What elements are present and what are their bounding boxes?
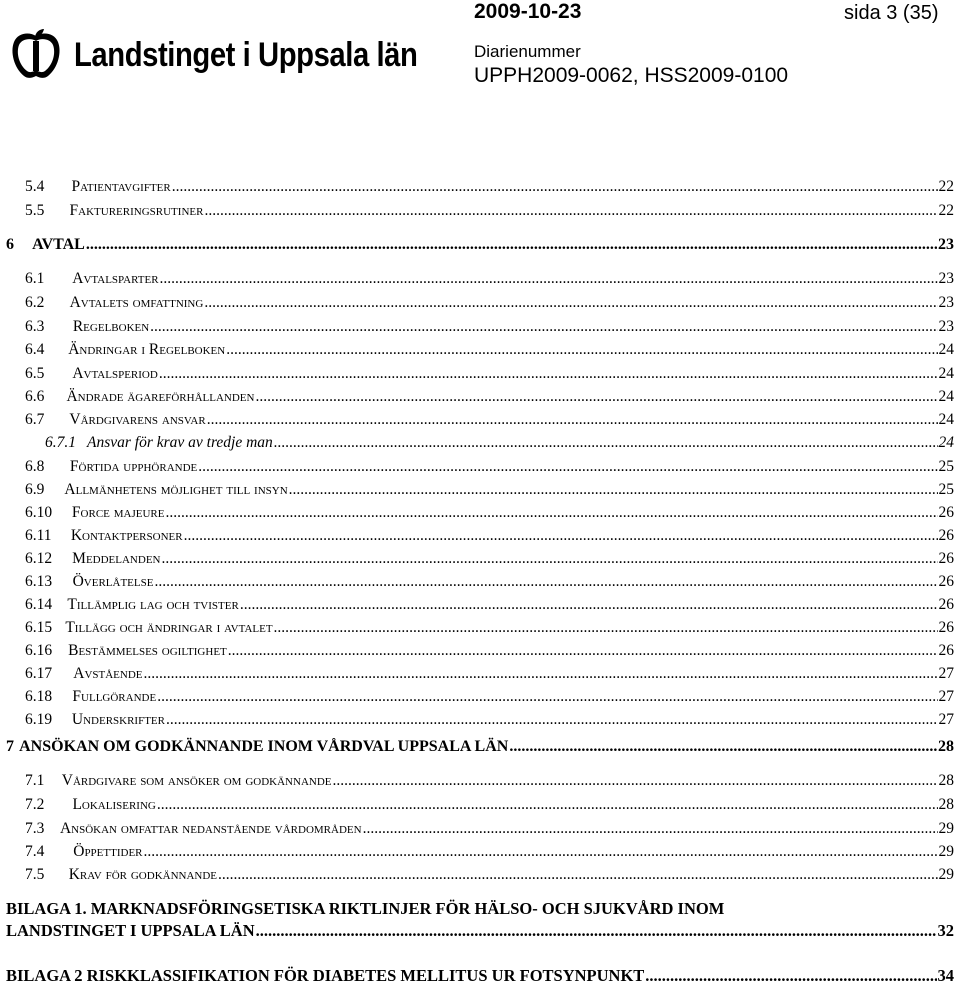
toc-page: 26 (938, 596, 954, 613)
page-number: sida 3 (35) (844, 2, 939, 24)
appendix-1-title-line2: LANDSTINGET I UPPSALA LÄN (6, 921, 255, 940)
toc-entry[interactable] (25, 341, 954, 359)
dot-leader (289, 481, 938, 499)
toc-entry-appendix-1[interactable] (6, 921, 954, 941)
toc-title: Avtalsperiod (72, 365, 158, 382)
toc-title: Faktureringsrutiner (69, 202, 204, 219)
toc-page: 26 (938, 527, 954, 544)
toc-title: Tillägg och ändringar i avtalet (65, 619, 273, 636)
toc-entry[interactable] (25, 458, 954, 476)
toc-page: 27 (938, 688, 954, 705)
toc-page: 26 (938, 619, 954, 636)
toc-number: 6.5 (25, 365, 45, 382)
dot-leader (226, 341, 937, 359)
toc-number: 6.3 (25, 318, 45, 335)
toc-entry[interactable] (25, 318, 954, 336)
toc-page: 23 (938, 270, 954, 287)
toc-number: 6.2 (25, 294, 45, 311)
toc-page: 22 (938, 178, 954, 195)
toc-number: 6.6 (25, 388, 45, 405)
toc-page: 34 (937, 966, 954, 985)
toc-entry-appendix-2[interactable] (6, 966, 954, 986)
dot-leader (144, 665, 938, 683)
dot-leader (204, 202, 937, 220)
toc-page: 27 (938, 711, 954, 728)
dot-leader (166, 711, 938, 729)
toc-title: Fullgörande (72, 688, 157, 705)
toc-page: 24 (938, 388, 954, 405)
toc-title: Bestämmelses ogiltighet (68, 642, 227, 659)
toc-page: 23 (938, 294, 954, 311)
toc-title: Ändrade ägareförhållanden (66, 388, 255, 405)
toc-title: Avstående (73, 665, 143, 682)
toc-page: 23 (938, 236, 954, 253)
toc-number: 6.12 (25, 550, 53, 567)
toc-entry[interactable] (25, 527, 954, 545)
dot-leader (274, 434, 938, 452)
toc-page: 27 (938, 665, 954, 682)
toc-number: 7.5 (25, 866, 45, 883)
dot-leader (184, 527, 938, 545)
toc-title: Regelboken (72, 318, 150, 335)
toc-title: Vårdgivarens ansvar (69, 411, 206, 428)
toc-title: Meddelanden (72, 550, 161, 567)
toc-entry[interactable] (25, 866, 954, 884)
toc-title: Allmänhetens möjlighet till insyn (64, 481, 288, 498)
toc-title: ANSÖKAN OM GODKÄNNANDE INOM VÅRDVAL UPPSALA LÄN (19, 738, 509, 755)
toc-title: Avtalets omfattning (69, 294, 204, 311)
toc-page: 26 (938, 573, 954, 590)
toc-title: Kontaktpersoner (70, 527, 183, 544)
toc-title: Force majeure (71, 504, 165, 521)
dot-leader (207, 411, 938, 429)
toc-number: 7 (6, 738, 14, 755)
toc-entry[interactable] (25, 573, 954, 591)
toc-page: 26 (938, 550, 954, 567)
toc-entry[interactable] (25, 820, 954, 838)
dot-leader (86, 236, 937, 254)
dot-leader (204, 294, 937, 312)
dot-leader (240, 596, 938, 614)
toc-number: 6.8 (25, 458, 45, 475)
toc-page: 28 (938, 796, 954, 813)
toc-title: AVTAL (32, 236, 85, 253)
toc-page: 24 (938, 434, 954, 451)
dot-leader (256, 921, 937, 941)
toc-page: 23 (938, 318, 954, 335)
dot-leader (274, 619, 938, 637)
toc-entry[interactable] (6, 236, 954, 254)
toc-number: 7.3 (25, 820, 45, 837)
toc-number: 6.16 (25, 642, 53, 659)
toc-entry[interactable] (25, 642, 954, 660)
dot-leader (144, 843, 938, 861)
dot-leader (160, 270, 938, 288)
toc-entry[interactable] (25, 688, 954, 706)
toc-title: Ändringar i Regelboken (68, 341, 226, 358)
dot-leader (154, 573, 937, 591)
dot-leader (645, 966, 936, 986)
org-name: Landstinget i Uppsala län (74, 35, 418, 74)
toc-page: 24 (938, 341, 954, 358)
toc-entry[interactable] (6, 738, 954, 756)
toc-entry[interactable] (25, 665, 954, 683)
toc-number: 6.14 (25, 596, 53, 613)
toc-number: 6.9 (25, 481, 45, 498)
dot-leader (165, 504, 937, 522)
dot-leader (172, 178, 938, 196)
dot-leader (159, 365, 938, 383)
toc-entry[interactable] (25, 796, 954, 814)
toc-number: 5.4 (25, 178, 45, 195)
toc-title: Ansvar för krav av tredje man (86, 434, 273, 451)
toc-number: 6 (6, 236, 14, 253)
dot-leader (255, 388, 937, 406)
toc-number: 6.18 (25, 688, 53, 705)
toc-page: 29 (938, 866, 954, 883)
toc-entry[interactable] (25, 411, 954, 429)
toc-number: 6.7 (25, 411, 45, 428)
dot-leader (218, 866, 937, 884)
toc-number: 7.1 (25, 772, 45, 789)
toc-entry[interactable] (25, 504, 954, 522)
toc-number: 6.19 (25, 711, 53, 728)
toc-entry[interactable] (25, 711, 954, 729)
toc-title: Avtalsparter (72, 270, 159, 287)
toc-number: 7.2 (25, 796, 45, 813)
toc-title: Förtida upphörande (69, 458, 198, 475)
toc-page: 22 (938, 202, 954, 219)
toc-page: 26 (938, 504, 954, 521)
toc-entry[interactable] (25, 843, 954, 861)
toc-title: Öppettider (73, 843, 143, 860)
toc-page: 28 (938, 772, 954, 789)
toc-page: 25 (938, 481, 954, 498)
toc-number: 6.11 (25, 527, 52, 544)
toc-title: Överlåtelse (72, 573, 154, 590)
toc-entry[interactable] (25, 270, 954, 288)
appendix-1-title-line1: BILAGA 1. MARKNADSFÖRINGSETISKA RIKTLINJER FÖR HÄLSO- OCH SJUKVÅRD INOM (6, 899, 725, 918)
toc-entry[interactable] (25, 772, 954, 790)
toc-number: 6.10 (25, 504, 53, 521)
toc-title: Krav för godkännande (68, 866, 218, 883)
toc-title: Tillämplig lag och tvister (67, 596, 239, 613)
diary-number: UPPH2009-0062, HSS2009-0100 (474, 64, 789, 87)
toc-number: 6.15 (25, 619, 53, 636)
toc-page: 25 (938, 458, 954, 475)
toc-entry[interactable] (25, 619, 954, 637)
toc-page: 29 (938, 843, 954, 860)
toc-number: 6.4 (25, 341, 45, 358)
toc-page: 24 (938, 411, 954, 428)
toc-title: Underskrifter (71, 711, 165, 728)
dot-leader (509, 738, 937, 756)
toc-title: Lokalisering (72, 796, 156, 813)
dot-leader (363, 820, 938, 838)
toc-number: 6.13 (25, 573, 53, 590)
toc-number: 5.5 (25, 202, 45, 219)
toc-number: 6.1 (25, 270, 45, 287)
dot-leader (228, 642, 938, 660)
dot-leader (333, 772, 938, 790)
toc-title: Vårdgivare som ansöker om godkännande (61, 772, 332, 789)
toc-entry[interactable] (25, 365, 954, 383)
toc-title: Patientavgifter (71, 178, 171, 195)
toc-entry[interactable] (25, 550, 954, 568)
dot-leader (150, 318, 937, 336)
toc-page: 29 (938, 820, 954, 837)
dot-leader (161, 550, 937, 568)
toc-number: 6.7.1 (45, 434, 76, 451)
dot-leader (157, 688, 937, 706)
diary-label: Diarienummer (474, 42, 581, 61)
toc-entry[interactable] (25, 294, 954, 312)
toc-entry[interactable] (25, 178, 954, 196)
dot-leader (157, 796, 938, 814)
toc-entry[interactable] (25, 388, 954, 406)
toc-entry[interactable] (25, 202, 954, 220)
dot-leader (198, 458, 937, 476)
toc-title: Ansökan omfattar nedanstående vårdområden (59, 820, 362, 837)
toc-page: 24 (938, 365, 954, 382)
toc-entry[interactable] (45, 434, 954, 452)
toc-page: 32 (937, 921, 954, 940)
toc-page: 26 (938, 642, 954, 659)
toc-number: 6.17 (25, 665, 53, 682)
document-date: 2009-10-23 (474, 0, 582, 23)
toc-number: 7.4 (25, 843, 45, 860)
toc-page: 28 (938, 738, 954, 755)
appendix-2-title: BILAGA 2 RISKKLASSIFIKATION FÖR DIABETES MELLITUS UR FOTSYNPUNKT (6, 966, 645, 985)
toc-entry[interactable] (25, 596, 954, 614)
toc-entry[interactable] (25, 481, 954, 499)
